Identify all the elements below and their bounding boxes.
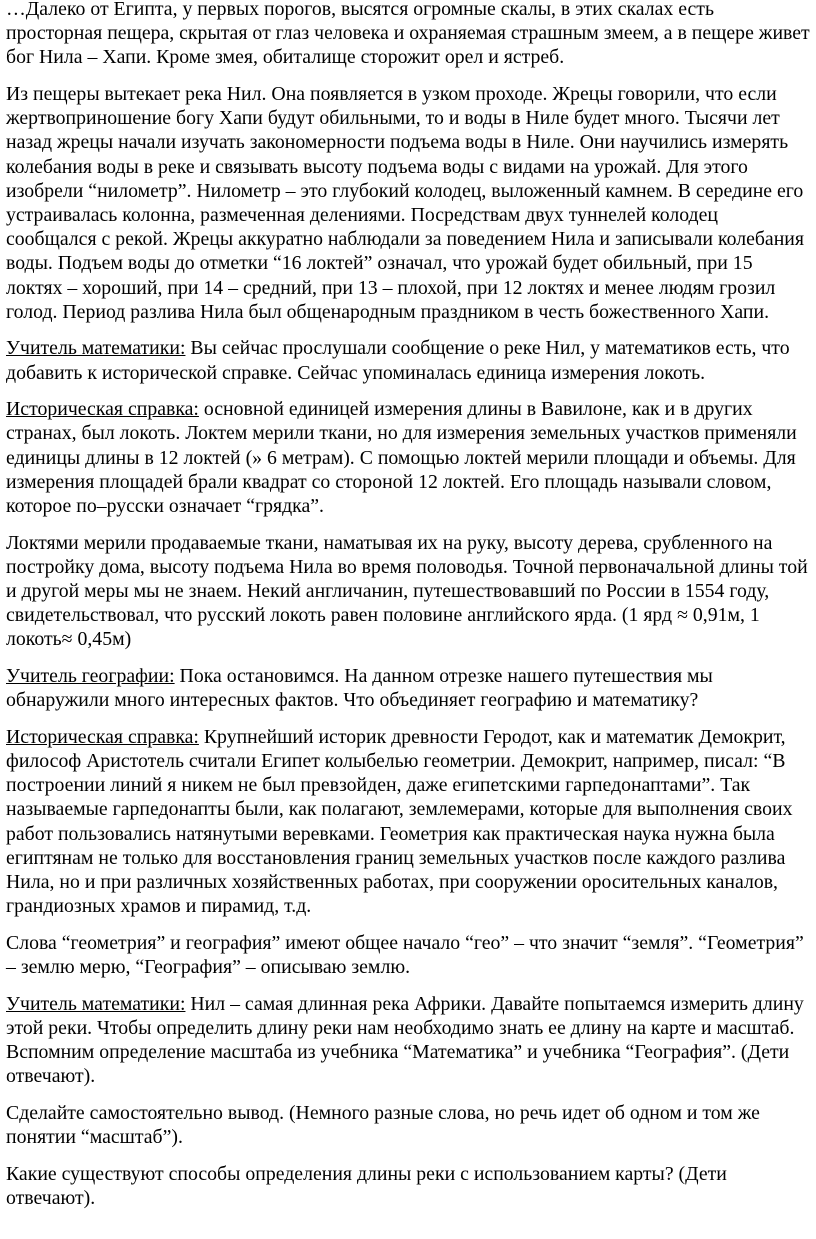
paragraph-text: Вы сейчас прослушали сообщение о реке Нил, у математиков есть, что добавить к исторической справке. Сейчас упоминалась единица измерения локоть. — [6, 337, 790, 384]
paragraph-conclusion — [6, 1101, 811, 1149]
speaker-label: Историческая справка: — [6, 398, 199, 421]
paragraph-text: …Далеко от Египта, у первых порогов, высятся огромные скалы, в этих скалах есть просторная пещера, скрытая от глаз человека и охраняемая страшным змеем, а в пещере живет бог Нила – Хапи. Кроме змея, обиталище сторожит орел и ястреб. — [6, 0, 810, 69]
paragraph-history-note-1 — [6, 397, 811, 518]
paragraph-nilometer — [6, 82, 811, 324]
paragraph-math-teacher-2 — [6, 992, 811, 1089]
paragraph-geo-words — [6, 931, 811, 979]
paragraph-text: Пока остановимся. На данном отрезке нашего путешествия мы обнаружили много интересных фактов. Что объединяет географию и математику? — [6, 665, 713, 712]
speaker-label: Учитель математики: — [6, 992, 186, 1015]
paragraph-text: Какие существуют способы определения длины реки с использованием карты? (Дети отвечают). — [6, 1162, 727, 1209]
paragraph-math-teacher-1 — [6, 336, 811, 384]
paragraph-text: Крупнейший историк древности Геродот, как и математик Демокрит, философ Аристотель считали Египет колыбелью геометрии. Демокрит, например, писал: “В построении линий я никем не был превзойден, даже египетскими гарпедонаптами”. Так называемые гарпедонапты были, как полагают, землемерами, которые для выполнения своих работ пользовались натянутыми веревками. Геометрия как практическая наука нужна была египтянам не только для восстановления границ земельных участков после каждого разлива Нила, но и при различных хозяйственных работах, при сооружении оросительных каналов, грандиозных храмов и пирамид, т.д. — [6, 725, 793, 918]
paragraph-text: Сделайте самостоятельно вывод. (Немного разные слова, но речь идет об одном и том же понятии “масштаб”). — [6, 1101, 760, 1149]
speaker-label: Историческая справка: — [6, 725, 199, 748]
paragraph-text: Локтями мерили продаваемые ткани, наматывая их на руку, высоту дерева, срубленного на постройку дома, высоту подъема Нила во время половодья. Точной первоначальной длины той и другой меры мы не знаем. Некий англичанин, путешествовавший по России в 1554 году, свидетельствовал, что русский локоть равен половине английского ярда. (1 ярд ≈ 0,91м, 1 локоть≈ 0,45м) — [6, 531, 808, 651]
paragraph-nile-cave — [6, 0, 811, 70]
paragraph-text: Нил – самая длинная река Африки. Давайте попытаемся измерить длину этой реки. Чтобы определить длину реки нам необходимо знать ее длину на карте и масштаб. Вспомним определение масштаба из учебника “Математика” и учебника “География”. (Дети отвечают). — [6, 992, 804, 1088]
paragraph-text: основной единицей измерения длины в Вавилоне, как и в других странах, был локоть. Локтем мерили ткани, но для измерения земельных участков применяли единицы длины в 12 локтей (» 6 метрам). С помощью локтей мерили площади и объемы. Для измерения площадей брали квадрат со стороной 12 локтей. Его площадь называли словом, которое по–русски означает “грядка”. — [6, 398, 797, 518]
paragraph-geography-teacher — [6, 664, 811, 712]
paragraph-elbow-measure — [6, 531, 811, 652]
speaker-label: Учитель математики: — [6, 337, 186, 360]
speaker-label: Учитель географии: — [6, 665, 175, 688]
paragraph-text: Из пещеры вытекает река Нил. Она появляется в узком проходе. Жрецы говорили, что если жертвоприношение богу Хапи будут обильными, то и воды в Ниле будет много. Тысячи лет назад жрецы начали изучать закономерности подъема воды в Ниле. Они научились измерять колебания воды в реке и связывать высоту подъема воды с видами на урожай. Для этого изобрели “нилометр”. Нилометр – это глубокий колодец, выложенный камнем. В середине его устраивалась колонна, размеченная делениями. Посредствам двух туннелей колодец сообщался с рекой. Жрецы аккуратно наблюдали за поведением Нила и записывали колебания воды. Подъем воды до отметки “16 локтей” означал, что урожай будет обильный, при 15 локтях – хороший, при 14 – средний, при 13 – плохой, при 12 локтях и менее людям грозил голод. Период разлива Нила был общенародным праздником в честь божественного Хапи. — [6, 83, 804, 323]
paragraph-history-note-2 — [6, 725, 811, 919]
paragraph-question — [6, 1162, 811, 1210]
paragraph-text: Слова “геометрия” и география” имеют общее начало “гео” – что значит “земля”. “Геометрия” – землю мерю, “География” – описываю землю. — [6, 931, 804, 979]
